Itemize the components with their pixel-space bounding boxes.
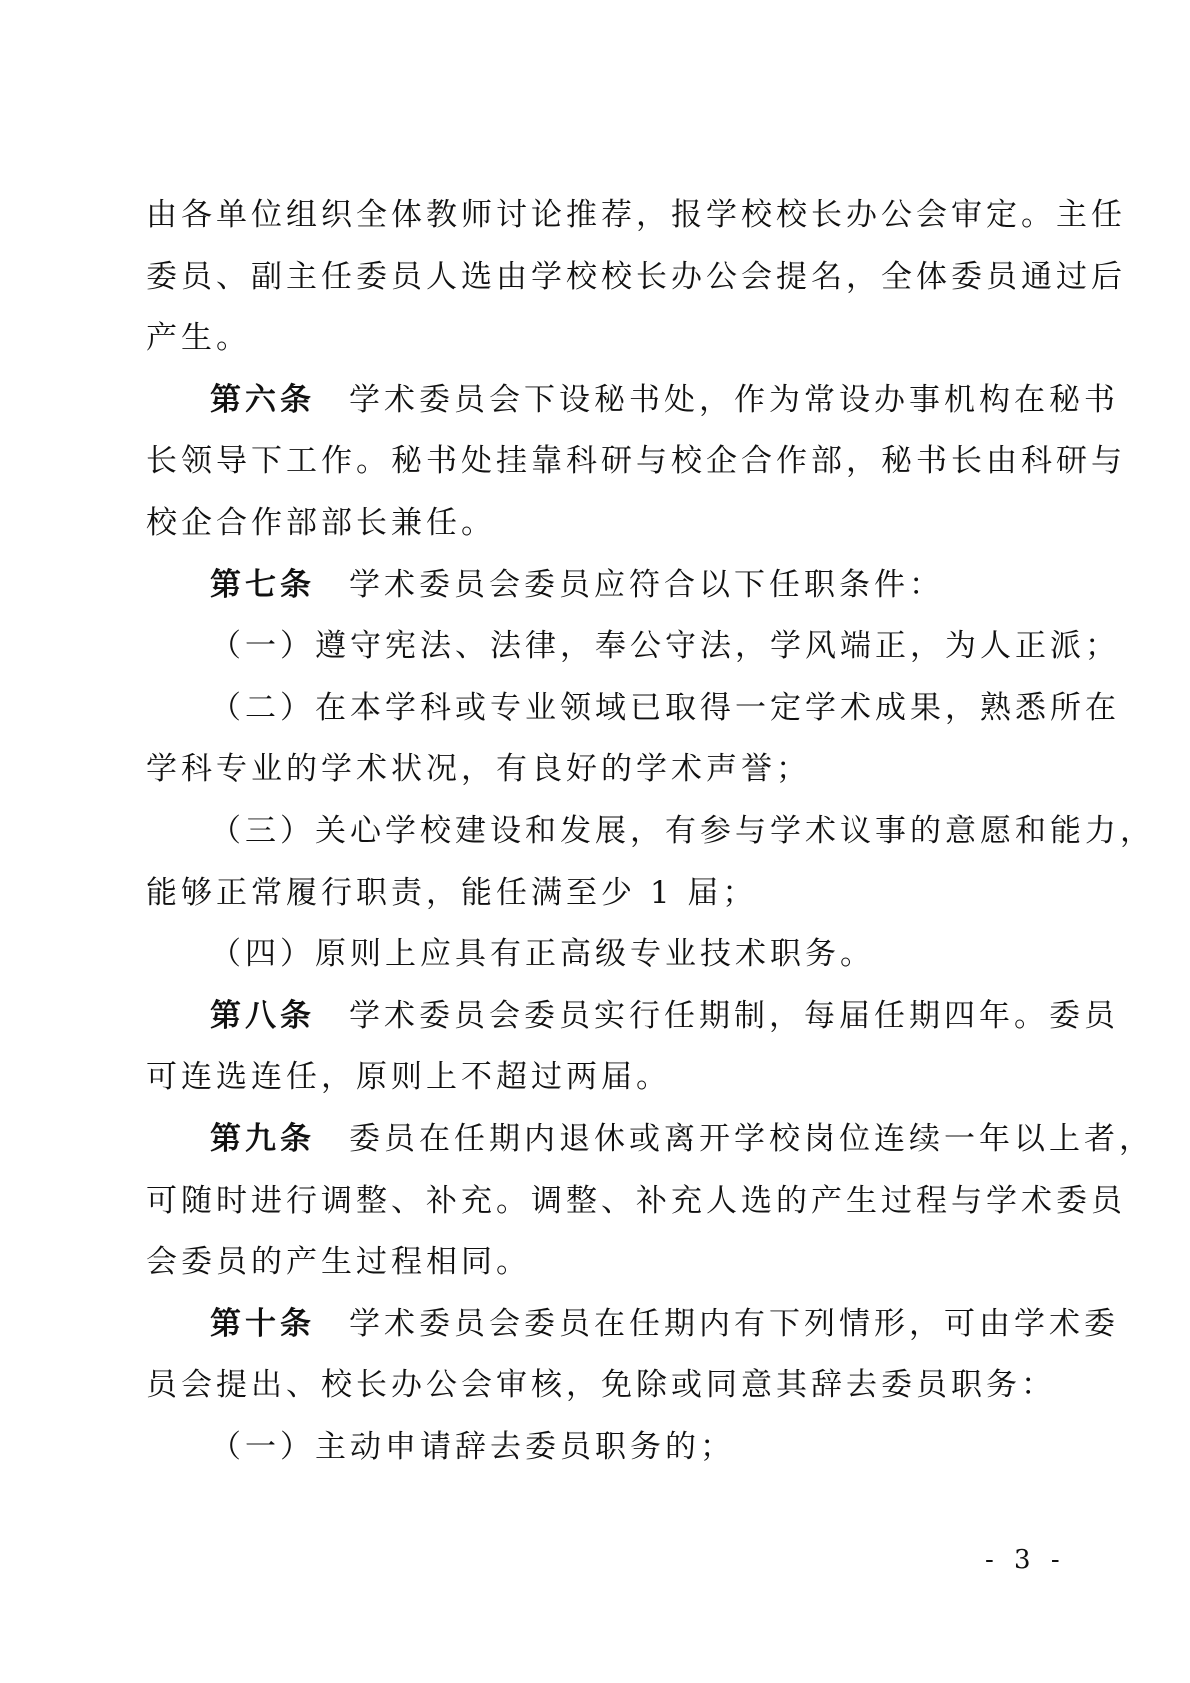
clause-line: （四）原则上应具有正高级专业技术职务。	[210, 936, 875, 973]
article-label: 第八条	[210, 997, 315, 1034]
text-line: 产生。	[146, 320, 251, 357]
text-line: 可随时进行调整、补充。调整、补充人选的产生过程与学术委员	[146, 1182, 1126, 1219]
clause-line: （二）在本学科或专业领域已取得一定学术成果，熟悉所在	[210, 689, 1120, 726]
article-label: 第九条	[210, 1120, 315, 1157]
clause-line: （一）遵守宪法、法律，奉公守法，学风端正，为人正派；	[210, 628, 1120, 665]
article-8-line	[146, 986, 1119, 1048]
document-body	[146, 185, 1155, 1478]
article-label: 第七条	[210, 566, 315, 603]
article-text: 学术委员会委员在任期内有下列情形，可由学术委	[349, 1305, 1119, 1342]
article-6-line	[146, 370, 1119, 432]
article-text: 学术委员会委员实行任期制，每届任期四年。委员	[349, 997, 1119, 1034]
article-10-line	[146, 1294, 1119, 1356]
text-line: 会委员的产生过程相同。	[146, 1244, 531, 1281]
page-number: - 3 -	[985, 1545, 1066, 1575]
article-label: 第六条	[210, 381, 315, 418]
text-line: 委员、副主任委员人选由学校校长办公会提名，全体委员通过后	[146, 258, 1126, 295]
text-line: 能够正常履行职责，能任满至少 1 届；	[146, 874, 758, 911]
text-line: 可连选连任，原则上不超过两届。	[146, 1059, 671, 1096]
text-line: 学科专业的学术状况，有良好的学术声誉；	[146, 751, 811, 788]
article-9-line	[146, 1109, 1154, 1171]
article-text: 学术委员会委员应符合以下任职条件：	[349, 566, 944, 603]
text-line: 员会提出、校长办公会审核，免除或同意其辞去委员职务：	[146, 1367, 1056, 1404]
text-line: 长领导下工作。秘书处挂靠科研与校企合作部，秘书长由科研与	[146, 443, 1126, 480]
article-7-line	[146, 555, 1044, 617]
clause-line: （三）关心学校建设和发展，有参与学术议事的意愿和能力，	[210, 812, 1155, 849]
article-text: 学术委员会下设秘书处，作为常设办事机构在秘书	[349, 381, 1119, 418]
clause-line: （一）主动申请辞去委员职务的；	[210, 1428, 735, 1465]
text-line: 由各单位组织全体教师讨论推荐，报学校校长办公会审定。主任	[146, 197, 1126, 233]
text-line: 校企合作部部长兼任。	[146, 504, 496, 541]
article-text: 委员在任期内退休或离开学校岗位连续一年以上者，	[349, 1120, 1154, 1157]
article-label: 第十条	[210, 1305, 315, 1342]
